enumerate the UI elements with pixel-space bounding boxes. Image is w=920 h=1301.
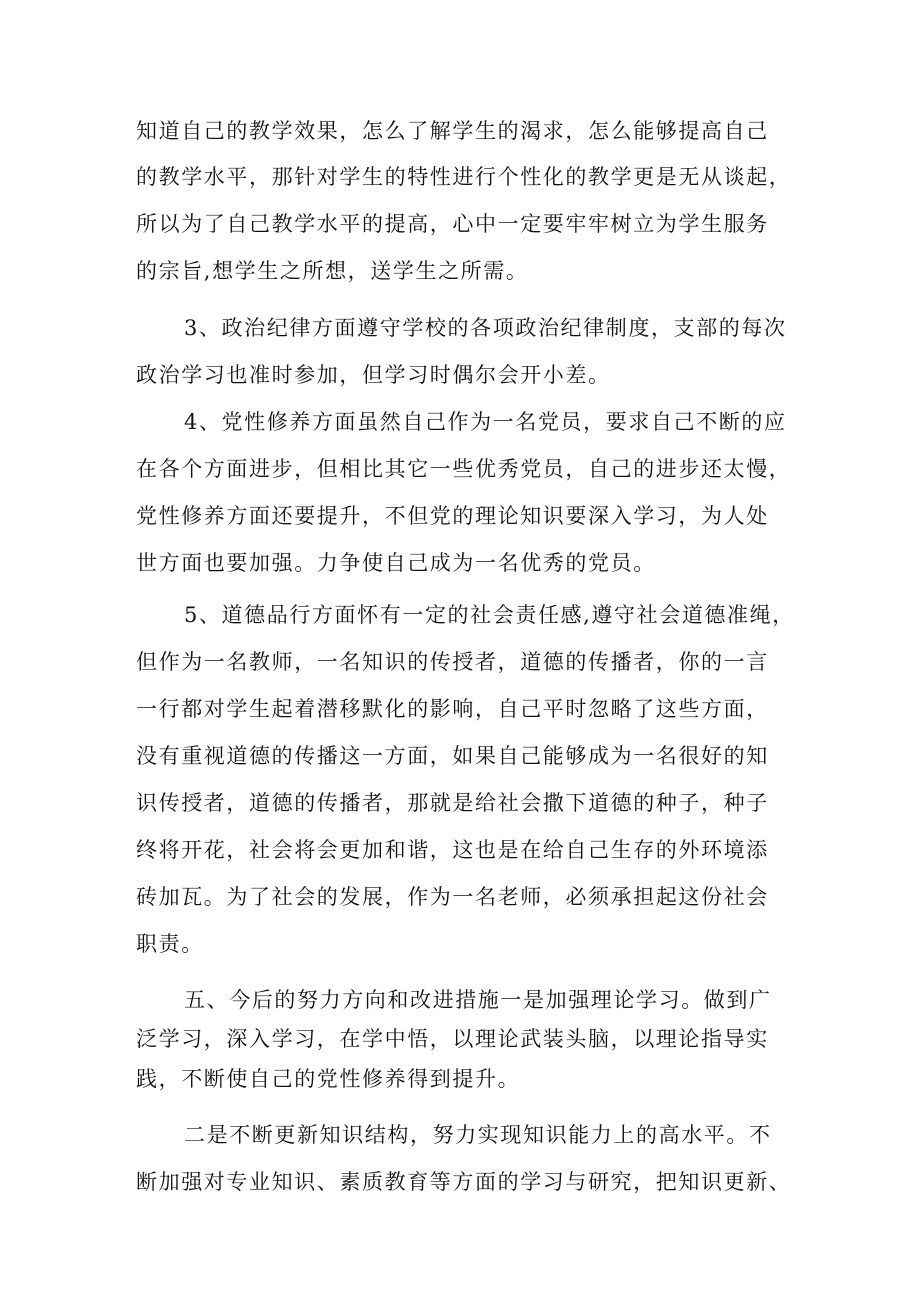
paragraph-4-line-4: 没有重视道德的传播这一方面，如果自己能够成为一名很好的知 <box>136 744 769 768</box>
paragraph-5-line-1: 五、今后的努力方向和改进措施一是加强理论学习。做到广 <box>184 988 772 1012</box>
paragraph-4-line-8: 职责。 <box>136 932 204 956</box>
paragraph-4-line-7: 砖加瓦。为了社会的发展，作为一名老师，必须承担起这份社会 <box>136 885 769 909</box>
paragraph-3-line-4: 世方面也要加强。力争使自己成为一名优秀的党员。 <box>136 551 656 575</box>
paragraph-6-line-2: 断加强对专业知识、素质教育等方面的学习与研究，把知识更新、 <box>136 1170 792 1194</box>
paragraph-5-line-2: 泛学习，深入学习，在学中悟，以理论武装头脑，以理论指导实 <box>136 1027 769 1051</box>
paragraph-3-line-2: 在各个方面进步，但相比其它一些优秀党员，自己的进步还太慢， <box>136 457 792 481</box>
paragraph-3-line-3: 党性修养方面还要提升，不但党的理论知识要深入学习，为人处 <box>136 504 769 528</box>
paragraph-4-line-2: 但作为一名教师，一名知识的传授者，道德的传播者，你的一言 <box>136 650 769 674</box>
paragraph-2-line-2: 政治学习也准时参加，但学习时偶尔会开小差。 <box>136 363 611 387</box>
paragraph-6-line-1: 二是不断更新知识结构，努力实现知识能力上的高水平。不 <box>184 1123 772 1147</box>
paragraph-4-line-1: 5、道德品行方面怀有一定的社会责任感,遵守社会道德准绳， <box>184 603 795 627</box>
paragraph-4-line-5: 识传授者，道德的传播者，那就是给社会撒下道德的种子，种子 <box>136 791 769 815</box>
paragraph-4-line-3: 一行都对学生起着潜移默化的影响，自己平时忽略了这些方面， <box>136 697 769 721</box>
paragraph-1-line-2: 的教学水平，那针对学生的特性进行个性化的教学更是无从谈起， <box>136 165 792 189</box>
paragraph-1-line-3: 所以为了自己教学水平的提高，心中一定要牢牢树立为学生服务 <box>136 212 769 236</box>
paragraph-3-line-1: 4、党性修养方面虽然自己作为一名党员，要求自己不断的应 <box>184 410 787 434</box>
paragraph-5-line-3: 践，不断使自己的党性修养得到提升。 <box>136 1067 521 1091</box>
paragraph-1-line-1: 知道自己的教学效果，怎么了解学生的渴求，怎么能够提高自己 <box>136 119 769 143</box>
paragraph-2-line-1: 3、政治纪律方面遵守学校的各项政治纪律制度，支部的每次 <box>184 316 787 340</box>
paragraph-4-line-6: 终将开花，社会将会更加和谐，这也是在给自己生存的外环境添 <box>136 838 769 862</box>
paragraph-1-line-4: 的宗旨,想学生之所想，送学生之所需。 <box>136 259 529 283</box>
